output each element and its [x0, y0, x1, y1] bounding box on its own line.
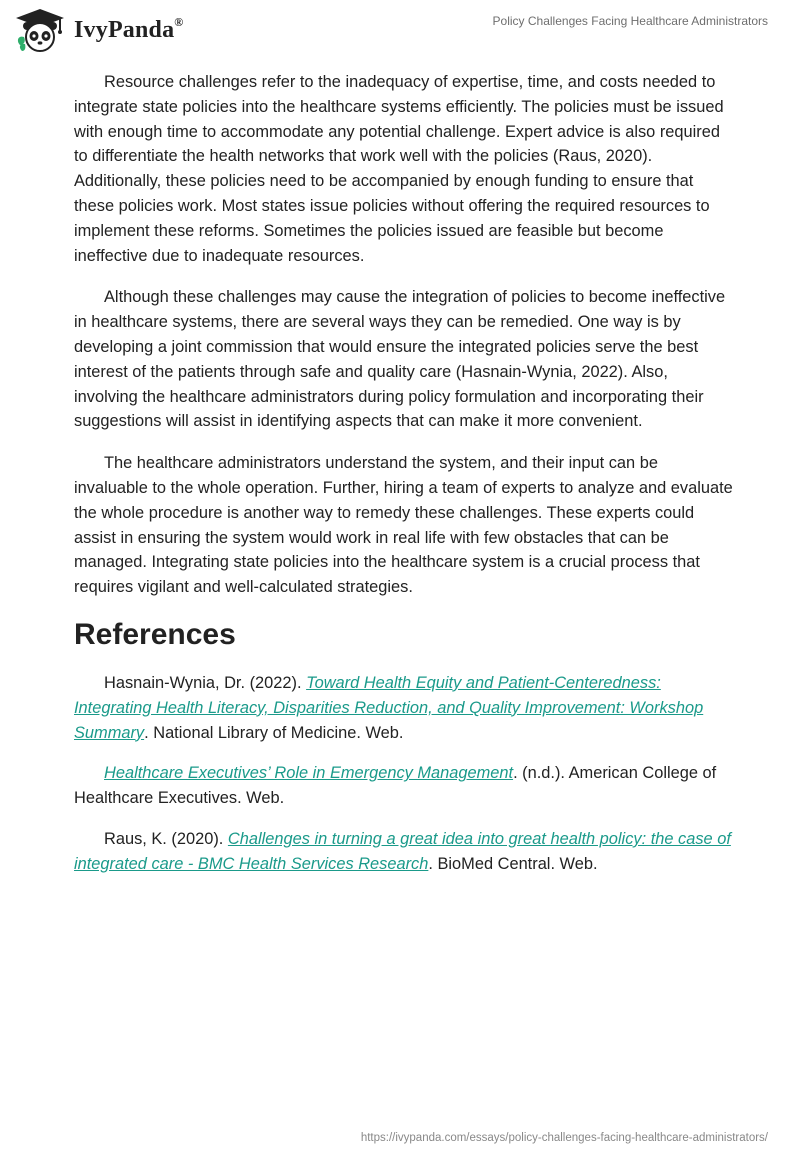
page-header — [0, 0, 800, 60]
essay-content — [74, 70, 734, 893]
brand-logo[interactable] — [12, 7, 183, 53]
document-title: Policy Challenges Facing Healthcare Administrators — [492, 14, 768, 28]
reference-link[interactable]: Challenges in turning a great idea into great health policy: the case of integrated care - BMC Health Services Research — [74, 829, 731, 873]
reference-item: Raus, K. (2020). Challenges in turning a great idea into great health policy: the case of integrated care - BMC Health Services Research. BioMed Central. Web. — [74, 829, 731, 873]
body-paragraph: Although these challenges may cause the integration of policies to become ineffective in healthcare systems, there are several ways they can be remedied. One way is by developing a joint commission that would ensure the integrated policies serve the best interest of the patients through safe and quality care (Hasnain-Wynia, 2022). Also, involving the healthcare administrators during policy formulation and incorporating their suggestions will assist in identifying aspects that can make it more convenient. — [74, 288, 726, 431]
body-paragraph: Resource challenges refer to the inadequacy of expertise, time, and costs needed to integrate state policies into the healthcare systems efficiently. The policies must be issued with enough time to accommodate any potential challenge. Expert advice is also required to differentiate the health networks that work well with the policies (Raus, 2020). Additionally, these policies need to be accompanied by enough funding to ensure that these policies work. Most states issue policies without offering the required resources to implement these reforms. Sometimes the policies issued are feasible but become ineffective due to inadequate resources. — [74, 73, 724, 265]
reference-item: Hasnain-Wynia, Dr. (2022). Toward Health Equity and Patient-Centeredness: Integrating Health Literacy, Disparities Reduction, and Quality Improvement: Workshop Summary. National Library of Medicine. Web. — [74, 673, 704, 742]
footer-url[interactable]: https://ivypanda.com/essays/policy-challenges-facing-healthcare-administrators/ — [360, 1132, 768, 1144]
reference-item: Healthcare Executives’ Role in Emergency Management. (n.d.). American College of Healthcare Executives. Web. — [74, 764, 717, 808]
body-paragraph: The healthcare administrators understand the system, and their input can be invaluable to the whole operation. Further, hiring a team of experts to analyze and evaluate the whole procedure is another way to remedy these challenges. These experts could assist in ensuring the system would work in real life with few obstacles that can be managed. Integrating state policies into the healthcare system is a crucial process that requires vigilant and well-calculated strategies. — [74, 454, 733, 597]
reference-link[interactable]: Toward Health Equity and Patient-Centeredness: Integrating Health Literacy, Disparities Reduction, and Quality Improvement: Workshop Summary — [74, 673, 704, 742]
references-heading: References — [74, 617, 236, 651]
reference-link[interactable]: Healthcare Executives’ Role in Emergency Management — [104, 764, 514, 783]
panda-graduate-icon — [12, 7, 68, 53]
brand-name: IvyPanda® — [74, 14, 184, 43]
